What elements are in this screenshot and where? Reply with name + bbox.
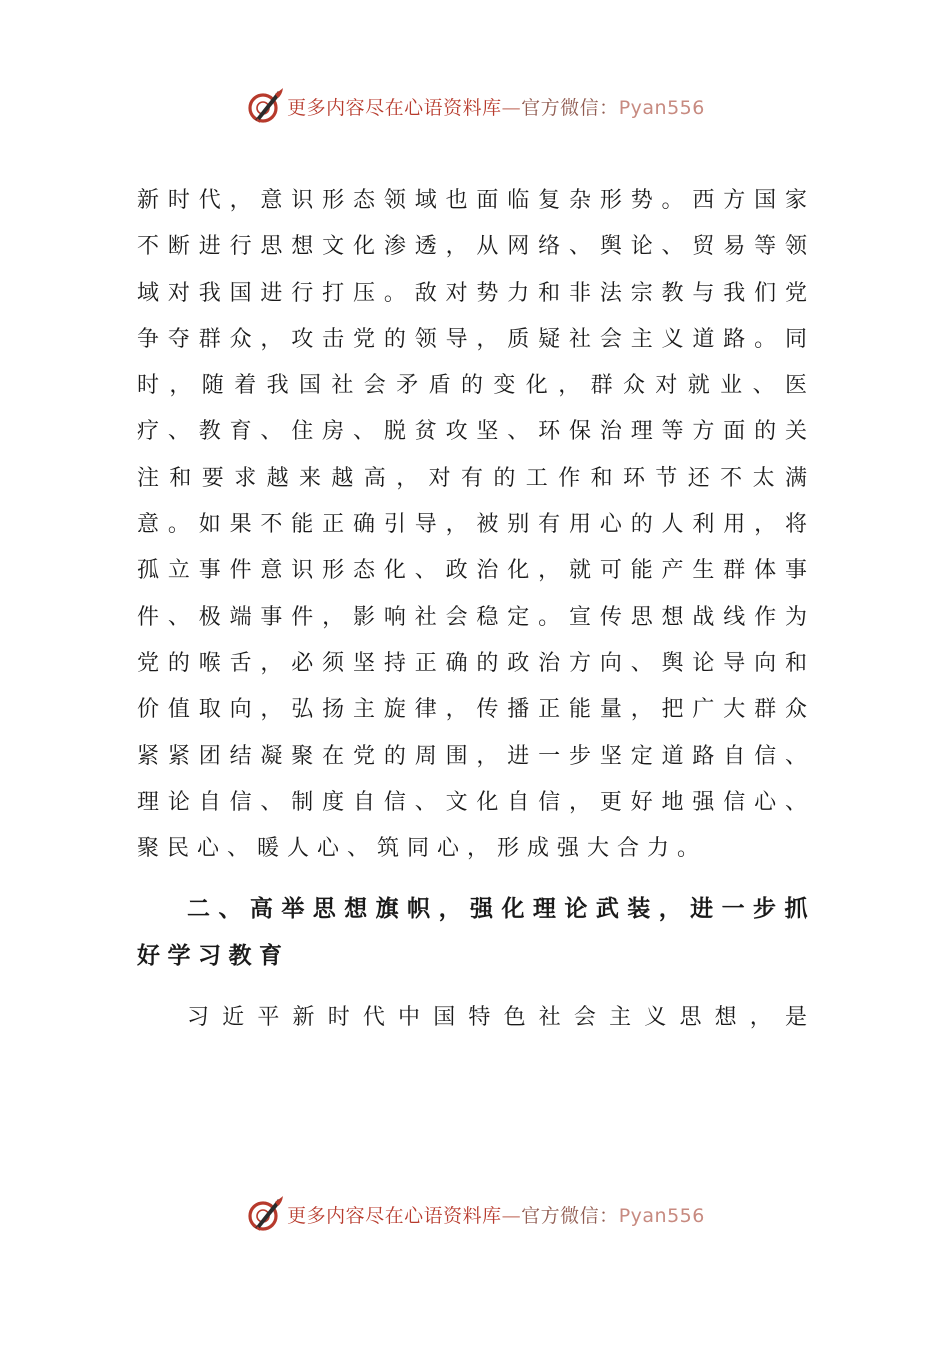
watermark-separator: — [501, 1204, 522, 1227]
watermark-account-id: Pyan556 [618, 96, 705, 119]
quill-seal-logo-icon [245, 86, 285, 126]
quill-seal-logo-icon [245, 1194, 285, 1234]
watermark-account-id: Pyan556 [618, 1204, 705, 1227]
watermark-brand-text: 更多内容尽在心语资料库 [287, 1204, 502, 1227]
footer-watermark [0, 1192, 950, 1236]
document-body [137, 178, 815, 1041]
body-paragraph-start: 习近平新时代中国特色社会主义思想，是 [187, 1005, 815, 1031]
watermark-separator: — [501, 96, 522, 119]
header-watermark [0, 84, 950, 128]
watermark-brand-text: 更多内容尽在心语资料库 [287, 96, 502, 119]
section-heading: 二、高举思想旗帜，强化理论武装，进一步抓好学习教育 [137, 896, 815, 969]
body-paragraph: 新时代，意识形态领域也面临复杂形势。西方国家不断进行思想文化渗透，从网络、舆论、贸易等领域对我国进行打压。敌对势力和非法宗教与我们党争夺群众，攻击党的领导，质疑社会主义道路。同时，随着我国社会矛盾的变化，群众对就业、医疗、教育、住房、脱贫攻坚、环保治理等方面的关注和要求越来越高，对有的工作和环节还不太满意。如果不能正确引导，被别有用心的人利用，将孤立事件意识形态化、政治化，就可能产生群体事件、极端事件，影响社会稳定。宣传思想战线作为党的喉舌，必须坚持正确的政治方向、舆论导向和价值取向，弘扬主旋律，传播正能量，把广大群众紧紧团结凝聚在党的周围，进一步坚定道路自信、理论自信、制度自信、文化自信，更好地强信心、聚民心、暖人心、筑同心，形成强大合力。 [137, 188, 815, 862]
watermark-label-text: 官方微信： [521, 1204, 619, 1227]
watermark-label-text: 官方微信： [521, 96, 619, 119]
